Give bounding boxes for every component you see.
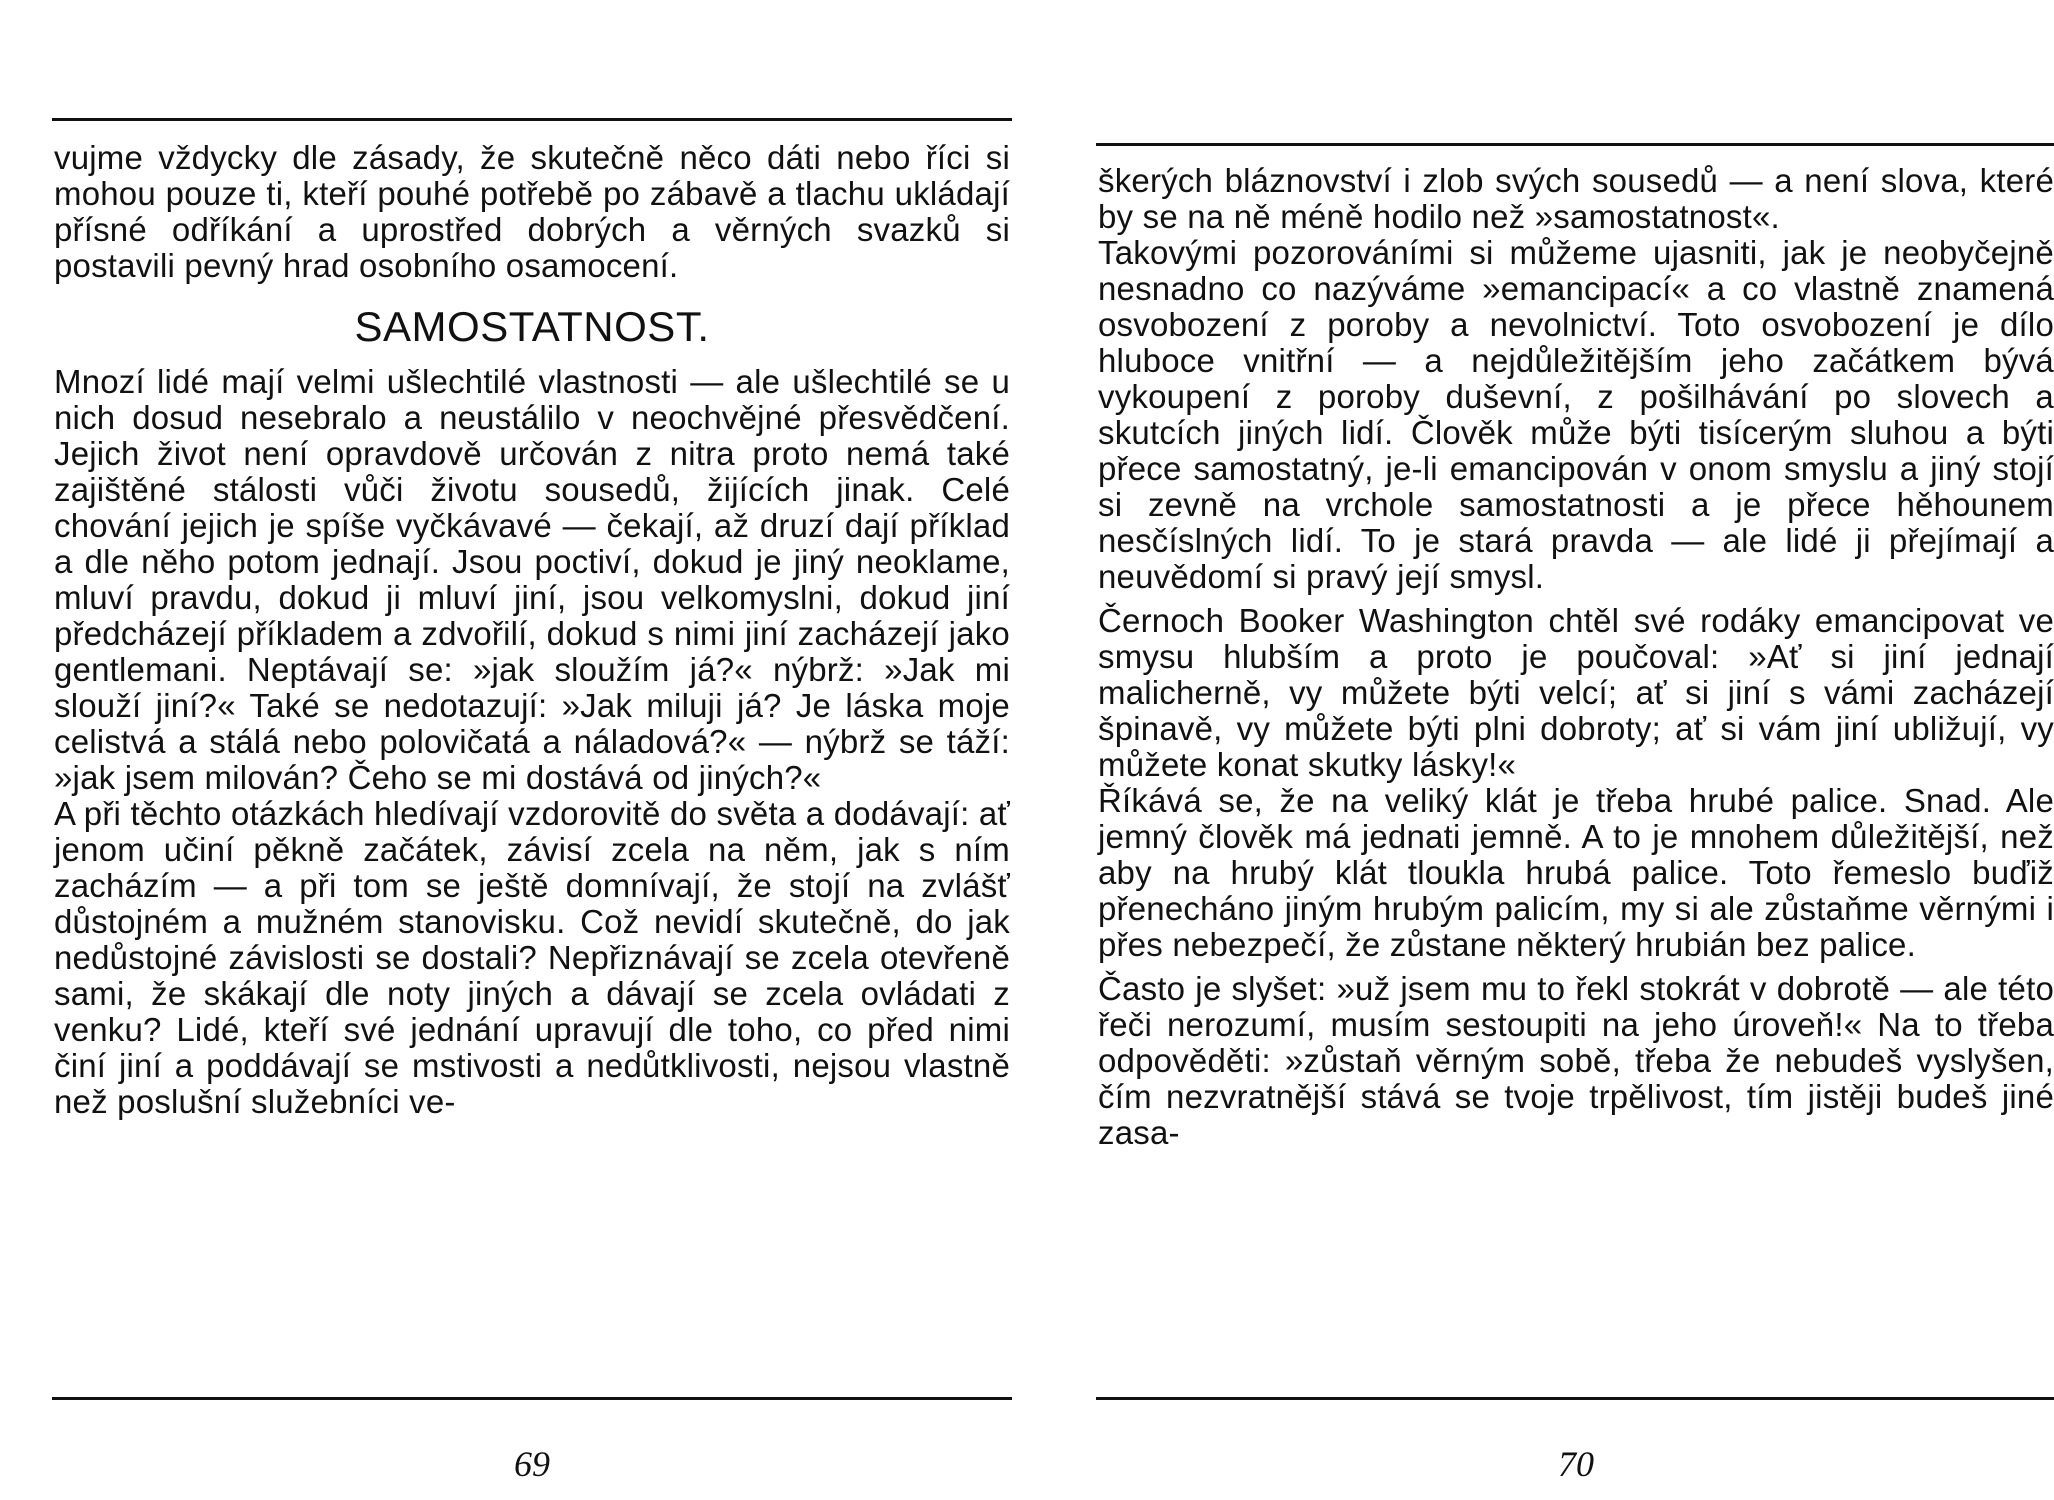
right-page-text [1098, 163, 2054, 1151]
top-rule [1096, 143, 2054, 146]
paragraph: A při těchto otázkách hledívají vzdorovitě do světa a dodávají: ať jenom učiní pěkně začátek, závisí zcela na něm, jak s ním zacházím — a při tom se ještě domnívají, že stojí na zvlášť důstojném a mužném stanovisku. Což nevidí skutečně, do jak nedůstojné závislosti se dostali? Nepřiznávají se zcela otevřeně sami, že skákají dle noty jiných a dávají se zcela ovládati z venku? Lidé, kteří své jednání upravují dle toho, co před nimi činí jiní a poddávají se mstivosti a nedůtklivosti, nejsou vlastně než poslušní služebníci ve- [54, 795, 1010, 1120]
page-number: 70 [1558, 1444, 1594, 1484]
paragraph: Mnozí lidé mají velmi ušlechtilé vlastnosti — ale ušlechtilé se u nich dosud nesebralo a neustálilo v neochvějné přesvědčení. Jejich život není opravdově určován z nitra proto nemá také zajištěné stálosti vůči životu sousedů, žijících jinak. Celé chování jejich je spíše vyčkávavé — čekají, až druzí dají příklad a dle něho potom jednají. Jsou poctiví, dokud je jiný neoklame, mluví pravdu, dokud ji mluví jiní, jsou velkomyslni, dokud jiní předcházejí příkladem a zdvořilí, dokud s nimi jiní zacházejí jako gentlemani. Neptávají se: »jak sloužím já?« nýbrž: »Jak mi slouží jiní?« Také se nedotazují: »Jak miluji já? Je láska moje celistvá a stálá nebo polovičatá a náladová?« — nýbrž se táží: »jak jsem milován? Čeho se mi dostává od jiných?« [54, 363, 1010, 796]
paragraph: Říkává se, že na veliký klát je třeba hrubé palice. Snad. Ale jemný člověk má jednati jemně. A to je mnohem důležitější, než aby na hrubý klát tloukla hrubá palice. Toto řemeslo buďiž přenecháno jiným hrubým palicím, my si ale zůstaňme věrnými i přes nebezpečí, že zůstane některý hrubián bez palice. [1098, 782, 2054, 963]
paragraph: Takovými pozorováními si můžeme ujasniti, jak je neobyčejně nesnadno co nazýváme »emancipací« a co vlastně znamená osvobození z poroby a nevolnictví. Toto osvobození je dílo hluboce vnitřní — a nejdůležitějším jeho začátkem bývá vykoupení z poroby duševní, z pošilhávání po slovech a skutcích jiných lidí. Člověk může býti tisícerým sluhou a býti přece samostatný, je-li emancipován v onom smyslu a jiný stojí si zevně na vrchole samostatnosti a je přece hěhounem nesčíslných lidí. To je stará pravda — ale lidé ji přejímají a neuvědomí si pravý její smysl. [1098, 234, 2054, 595]
page-number: 69 [514, 1444, 550, 1484]
paragraph: vujme vždycky dle zásady, že skutečně něco dáti nebo říci si mohou pouze ti, kteří pouhé potřebě po zábavě a tlachu ukládají přísné odříkání a uprostřed dobrých a věrných svazků si postavili pevný hrad osobního osamocení. [54, 139, 1010, 284]
top-rule [52, 118, 1012, 121]
bottom-rule [52, 1397, 1012, 1400]
paragraph: škerých bláznovství i zlob svých sousedů — a není slova, které by se na ně méně hodilo než »samostatnost«. [1098, 162, 2054, 235]
bottom-rule [1096, 1397, 2054, 1400]
left-page-text [54, 140, 1010, 1120]
paragraph: Často je slyšet: »už jsem mu to řekl stokrát v dobrotě — ale této řeči nerozumí, musím sestoupiti na jeho úroveň!« Na to třeba odpověděti: »zůstaň věrným sobě, třeba že nebudeš vyslyšen, čím nezvratnější stává se tvoje trpělivost, tím jistěji budeš jiné zasa- [1098, 970, 2054, 1151]
section-heading: SAMOSTATNOST. [354, 303, 710, 350]
paragraph: Černoch Booker Washington chtěl své rodáky emancipovat ve smysu hlubším a proto je poučoval: »Ať si jiní jednají malicherně, vy můžete býti velcí; ať si jiní s vámi zacházejí špinavě, vy můžete býti plni dobroty; ať si vám jiní ubližují, vy můžete konat skutky lásky!« [1098, 602, 2054, 783]
